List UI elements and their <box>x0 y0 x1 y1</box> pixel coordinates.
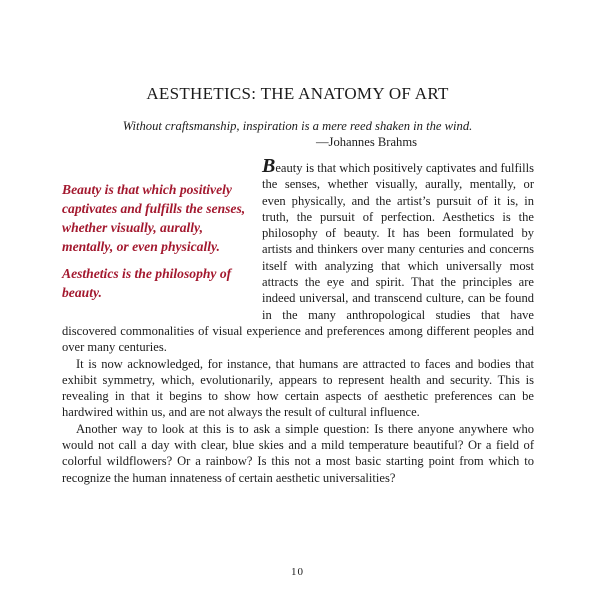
pull-quote-1: Beauty is that which positively captivates and fulfills the senses, whether visually, aurally, mentally, or even physically. <box>62 182 246 254</box>
paragraph-2: It is now acknowledged, for instance, that humans are attracted to faces and bodies that exhibit symmetry, which, evolutionarily, appears to represent health and security. This is revealing in that it begins to show how certain aspects of aesthetic preferences can be hardwired within us, and are not always the result of cultural influence. <box>62 356 534 420</box>
epigraph-quote: Without craftsmanship, inspiration is a mere reed shaken in the wind. <box>122 119 473 133</box>
epigraph-attribution: —Johannes Brahms <box>315 135 418 149</box>
paragraph-3: Another way to look at this is to ask a simple question: Is there anyone anywhere who would not call a day with clear, blue skies and a mild temperature beautiful? Or a field of colorful wildflowers? Or a rainbow? Is this not a most basic starting point from which to recognize the human innateness of certain aesthetic universalities? <box>62 421 534 485</box>
initial-letter: B <box>262 155 276 177</box>
page-number: 10 <box>291 566 304 578</box>
pull-quote-block <box>62 180 248 310</box>
paragraph-1-lead: eauty is that which positively captivates and fulfills the senses, whether visually, aurally, mentally, or even physically, and the artist’s pursuit of it is, in truth, the pursuit of perfection. Aesthetics is the philosophy of beauty. It has been formulated by artists and thinkers over many centuries and concerns itself with analyzing that which universally most attracts the eye and spirit. That the principles are indeed universal, and transcend culture, can be found in the many anthropological studies that have discovered commonalities of visual experience and preferences among different peoples and over many centuries. <box>62 161 534 355</box>
pull-quote-2: Aesthetics is the philosophy of beauty. <box>62 266 232 300</box>
body-text <box>62 155 534 486</box>
chapter-title: AESTHETICS: THE ANATOMY OF ART <box>146 84 449 103</box>
epigraph <box>60 118 535 150</box>
